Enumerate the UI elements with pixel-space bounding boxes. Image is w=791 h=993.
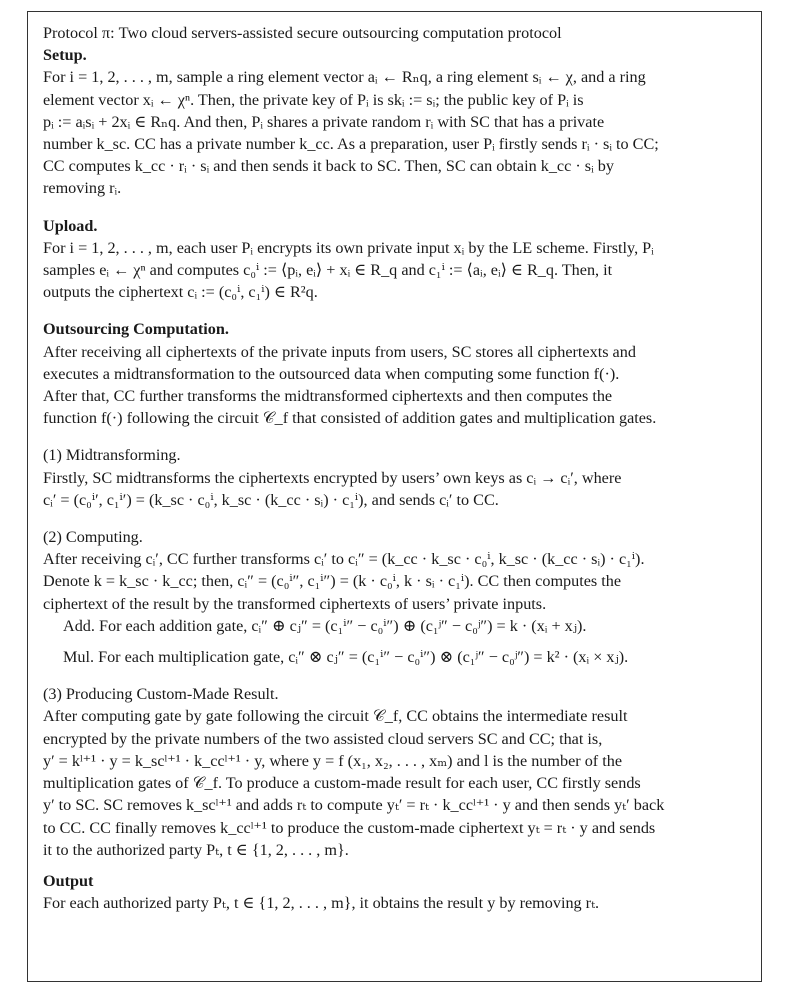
producing-line: to CC. CC finally removes k_ccˡ⁺¹ to produce the custom-made ciphertext yₜ = rₜ · y and sends bbox=[43, 818, 656, 837]
outsourcing-line: executes a midtransformation to the outsourced data when computing some function f(·). bbox=[43, 364, 620, 383]
producing-line: multiplication gates of 𝒞_f. To produce a custom-made result for each user, CC firstly sends bbox=[43, 774, 641, 793]
producing-line: After computing gate by gate following the circuit 𝒞_f, CC obtains the intermediate result bbox=[43, 707, 628, 726]
computing-line: Denote k = k_sc · k_cc; then, cᵢ″ = (c₀ⁱ″, c₁ⁱ″) = (k · c₀ⁱ, k · sᵢ · c₁ⁱ). CC then computes the bbox=[43, 572, 622, 591]
setup-line: For i = 1, 2, . . . , m, sample a ring element vector aᵢ ← Rₙq, a ring element sᵢ ← χ, and a ring bbox=[43, 68, 646, 87]
outsourcing-heading: Outsourcing Computation. bbox=[43, 320, 229, 339]
protocol-title: Protocol π: Two cloud servers-assisted secure outsourcing computation protocol bbox=[43, 24, 562, 42]
setup-line: number k_sc. CC has a private number k_cc. As a preparation, user Pᵢ firstly sends rᵢ · sᵢ to CC; bbox=[43, 135, 659, 154]
midtransforming-line: cᵢ′ = (c₀ⁱ′, c₁ⁱ′) = (k_sc · c₀ⁱ, k_sc · (k_cc · sᵢ) · c₁ⁱ), and sends cᵢ′ to CC. bbox=[43, 490, 499, 509]
setup-line: pᵢ := aᵢsᵢ + 2xᵢ ∈ Rₙq. And then, Pᵢ shares a private random rᵢ with SC that has a private bbox=[43, 112, 605, 131]
producing-line: y′ to SC. SC removes k_scˡ⁺¹ and adds rₜ to compute yₜ′ = rₜ · k_ccˡ⁺¹ · y and then sends yₜ′ back bbox=[43, 796, 665, 815]
producing-line: encrypted by the private numbers of the two assisted cloud servers SC and CC; that is, bbox=[43, 729, 603, 748]
upload-line: samples eᵢ ← χⁿ and computes c₀ⁱ := ⟨pᵢ, eᵢ⟩ + xᵢ ∈ R_q and c₁ⁱ := ⟨aᵢ, eᵢ⟩ ∈ R_q. Then, it bbox=[43, 261, 613, 280]
output-line: For each authorized party Pₜ, t ∈ {1, 2, . . . , m}, it obtains the result y by removing rₜ. bbox=[43, 894, 600, 913]
producing-line: y′ = kˡ⁺¹ · y = k_scˡ⁺¹ · k_ccˡ⁺¹ · y, where y = f (x₁, x₂, . . . , xₘ) and l is the number of the bbox=[43, 751, 623, 770]
protocol-content bbox=[43, 22, 753, 914]
setup-line: CC computes k_cc · rᵢ · sᵢ and then sends it back to SC. Then, SC can obtain k_cc · sᵢ by bbox=[43, 157, 614, 176]
output-heading: Output bbox=[43, 871, 94, 890]
midtransforming-line: Firstly, SC midtransforms the ciphertexts encrypted by users’ own keys as cᵢ → cᵢ′, where bbox=[43, 468, 622, 487]
upload-heading: Upload. bbox=[43, 216, 98, 235]
outsourcing-line: After that, CC further transforms the midtransformed ciphertexts and then computes the bbox=[43, 387, 613, 406]
computing-heading: (2) Computing. bbox=[43, 528, 143, 547]
setup-line: element vector xᵢ ← χⁿ. Then, the private key of Pᵢ is skᵢ := sᵢ; the public key of Pᵢ is bbox=[43, 90, 584, 109]
computing-line: ciphertext of the result by the transformed ciphertexts of users’ private inputs. bbox=[43, 594, 547, 613]
computing-line: After receiving cᵢ′, CC further transforms cᵢ′ to cᵢ″ = (k_cc · k_sc · c₀ⁱ, k_sc · (k_cc · sᵢ) · c₁ⁱ). bbox=[43, 550, 645, 569]
midtransforming-heading: (1) Midtransforming. bbox=[43, 446, 181, 465]
producing-line: it to the authorized party Pₜ, t ∈ {1, 2, . . . , m}. bbox=[43, 840, 349, 859]
add-gate-rule: Add. For each addition gate, cᵢ″ ⊕ cⱼ″ = (c₁ⁱ″ − c₀ⁱ″) ⊕ (c₁ʲ″ − c₀ʲ″) = k · (xᵢ + xⱼ). bbox=[63, 616, 587, 635]
outsourcing-line: function f(·) following the circuit 𝒞_f that consisted of addition gates and multiplication gates. bbox=[43, 409, 657, 428]
upload-line: For i = 1, 2, . . . , m, each user Pᵢ encrypts its own private input xᵢ by the LE scheme. Firstly, Pᵢ bbox=[43, 238, 654, 257]
upload-line: outputs the ciphertext cᵢ := (c₀ⁱ, c₁ⁱ) ∈ R²q. bbox=[43, 283, 318, 302]
setup-heading: Setup. bbox=[43, 46, 87, 65]
mul-gate-rule: Mul. For each multiplication gate, cᵢ″ ⊗ cⱼ″ = (c₁ⁱ″ − c₀ⁱ″) ⊗ (c₁ʲ″ − c₀ʲ″) = k² · (xᵢ × xⱼ). bbox=[63, 648, 629, 667]
setup-line: removing rᵢ. bbox=[43, 179, 122, 198]
outsourcing-line: After receiving all ciphertexts of the private inputs from users, SC stores all ciphertexts and bbox=[43, 342, 636, 361]
producing-heading: (3) Producing Custom-Made Result. bbox=[43, 685, 279, 704]
